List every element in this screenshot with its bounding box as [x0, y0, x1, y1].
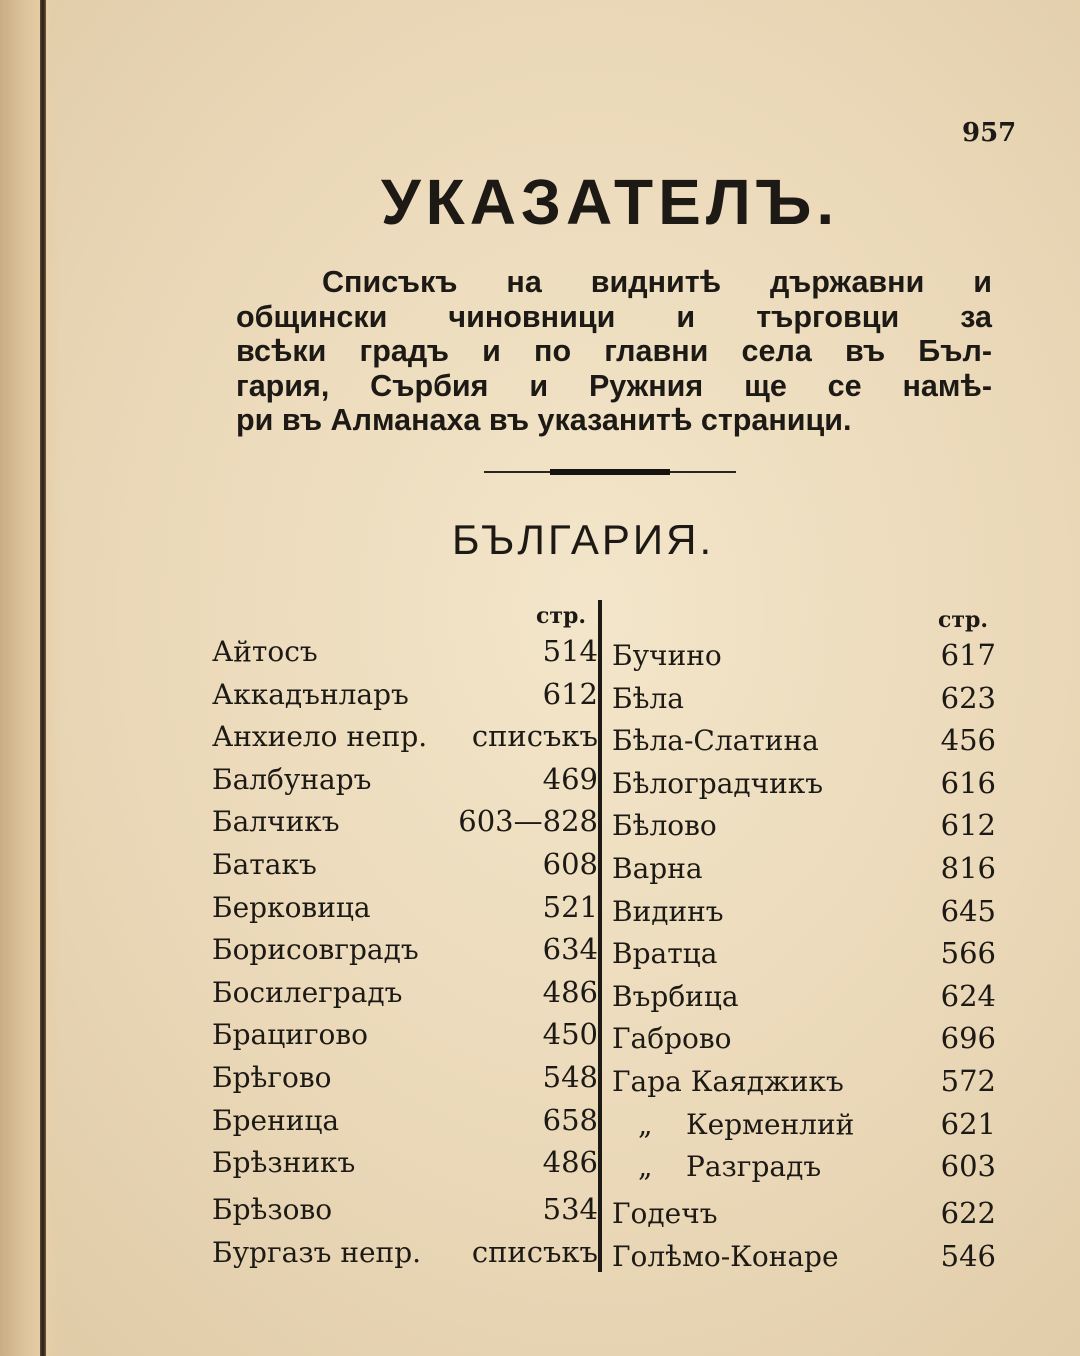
place-name: Видинъ	[612, 894, 724, 928]
ditto-mark: „	[638, 1107, 653, 1141]
page-ref: 623	[940, 680, 996, 715]
place-name: Бургазъ непр.	[212, 1235, 422, 1269]
page-ref: 624	[940, 978, 996, 1013]
index-row	[612, 1107, 996, 1150]
place-name: Бѣла	[612, 681, 684, 715]
page-ref: 645	[940, 893, 996, 928]
column-divider	[598, 600, 602, 1272]
page-ref: 486	[542, 1145, 598, 1180]
place-name: Балбунаръ	[212, 762, 372, 796]
intro-line: всѣки градъ и по главни села въ Бъл-	[236, 334, 992, 368]
index-row	[612, 1064, 996, 1107]
page-ref: 622	[940, 1195, 996, 1230]
index-row	[612, 808, 996, 851]
index-row	[612, 1239, 996, 1282]
place-name: Брѣгово	[212, 1060, 332, 1094]
index-row	[612, 1021, 996, 1064]
place-name: Анхиело непр.	[212, 720, 428, 754]
page-ref: 521	[542, 889, 598, 924]
left-index-column	[212, 634, 598, 1277]
place-name: Балчикъ	[212, 805, 340, 839]
page-ref: 572	[940, 1063, 996, 1098]
index-row	[212, 847, 598, 890]
index-row	[212, 634, 598, 677]
place-name: Гара Каяджикъ	[612, 1064, 844, 1098]
index-row	[212, 762, 598, 805]
place-name: Брѣзово	[212, 1192, 333, 1226]
place-name: Керменлий	[686, 1107, 855, 1141]
ditto-mark: „	[638, 1150, 653, 1184]
index-row	[212, 719, 598, 762]
index-row	[212, 1060, 598, 1103]
intro-line: общински чиновници и търговци за	[236, 299, 992, 334]
right-index-column	[612, 638, 996, 1281]
page-ref: 603—828	[458, 804, 598, 839]
page-ref: 617	[940, 638, 996, 672]
index-row	[612, 894, 996, 937]
page-ref: 534	[542, 1191, 598, 1226]
page-ref: 616	[940, 765, 996, 800]
place-name: Върбица	[612, 979, 739, 1013]
index-row	[212, 1235, 598, 1278]
page-ref: 514	[542, 634, 598, 668]
place-name: Бѣлоградчикъ	[612, 766, 824, 800]
place-name-ditto	[612, 1108, 854, 1141]
section-title: БЪЛГАРИЯ.	[452, 516, 715, 563]
page-ref: 816	[940, 850, 996, 885]
index-row	[212, 1188, 598, 1235]
place-name: Годечъ	[612, 1196, 718, 1230]
place-name: Босилеградъ	[212, 975, 403, 1009]
intro-paragraph	[236, 265, 992, 438]
rule-thick-line	[550, 469, 670, 475]
page-ref: 566	[940, 936, 996, 971]
page-ref: 696	[940, 1021, 996, 1056]
index-row	[612, 979, 996, 1022]
page-ref: списъкъ	[471, 1234, 598, 1269]
page-ref: 469	[542, 761, 598, 796]
page-title: УКАЗАТЕЛЪ.	[380, 166, 840, 238]
index-row	[612, 638, 996, 681]
page-ref: 621	[940, 1106, 996, 1141]
page-ref: 612	[940, 808, 996, 843]
index-row	[212, 804, 598, 847]
place-name: Бѣлово	[612, 809, 717, 843]
index-row	[612, 1192, 996, 1239]
index-row	[212, 932, 598, 975]
place-name: Брацигово	[212, 1018, 369, 1052]
page-ref: 658	[542, 1102, 598, 1137]
intro-line: Списъкъ на виднитѣ държавни и	[322, 265, 992, 299]
page-ref: 612	[542, 676, 598, 711]
place-name: Берковица	[212, 890, 371, 924]
place-name: Борисовградъ	[212, 933, 419, 967]
page-ref: списъкъ	[471, 719, 598, 754]
index-row	[612, 766, 996, 809]
place-name: Бѣла-Слатина	[612, 724, 819, 758]
page-ref: 634	[542, 932, 598, 967]
place-name: Бреница	[212, 1103, 340, 1137]
place-name: Варна	[612, 851, 703, 885]
page-number: 957	[962, 118, 1017, 148]
page-ref: 450	[542, 1017, 598, 1052]
intro-line: ри въ Алманаха въ указанитѣ страници.	[236, 403, 852, 437]
place-name: Бучино	[612, 639, 722, 672]
place-name: Габрово	[612, 1022, 732, 1056]
page-ref: 546	[940, 1238, 996, 1273]
place-name: Айтосъ	[212, 635, 318, 668]
decorative-rule	[484, 466, 736, 478]
index-row	[212, 890, 598, 933]
place-name: Батакъ	[212, 847, 317, 881]
index-row	[612, 681, 996, 724]
right-column-header: стр.	[938, 607, 989, 633]
index-row	[212, 1017, 598, 1060]
place-name: Разградъ	[686, 1150, 822, 1184]
place-name: Голѣмо-Конаре	[612, 1239, 839, 1273]
index-row	[612, 1149, 996, 1192]
place-name: Аккадънларъ	[212, 677, 409, 711]
page-ref: 548	[542, 1059, 598, 1094]
index-row	[612, 851, 996, 894]
index-row	[612, 723, 996, 766]
place-name: Брѣзникъ	[212, 1146, 356, 1180]
left-column-header: стр.	[536, 603, 587, 629]
index-row	[612, 936, 996, 979]
index-row	[212, 1145, 598, 1188]
index-row	[212, 975, 598, 1018]
place-name: Вратца	[612, 937, 718, 971]
intro-line: гария, Сърбия и Ружния ще се намѣ-	[236, 368, 992, 403]
page-ref: 608	[542, 846, 598, 881]
index-row	[212, 1103, 598, 1146]
page-ref: 456	[940, 723, 996, 758]
place-name-ditto	[612, 1150, 821, 1183]
page-ref: 486	[542, 974, 598, 1009]
page-ref: 603	[940, 1149, 996, 1184]
index-row	[212, 677, 598, 720]
